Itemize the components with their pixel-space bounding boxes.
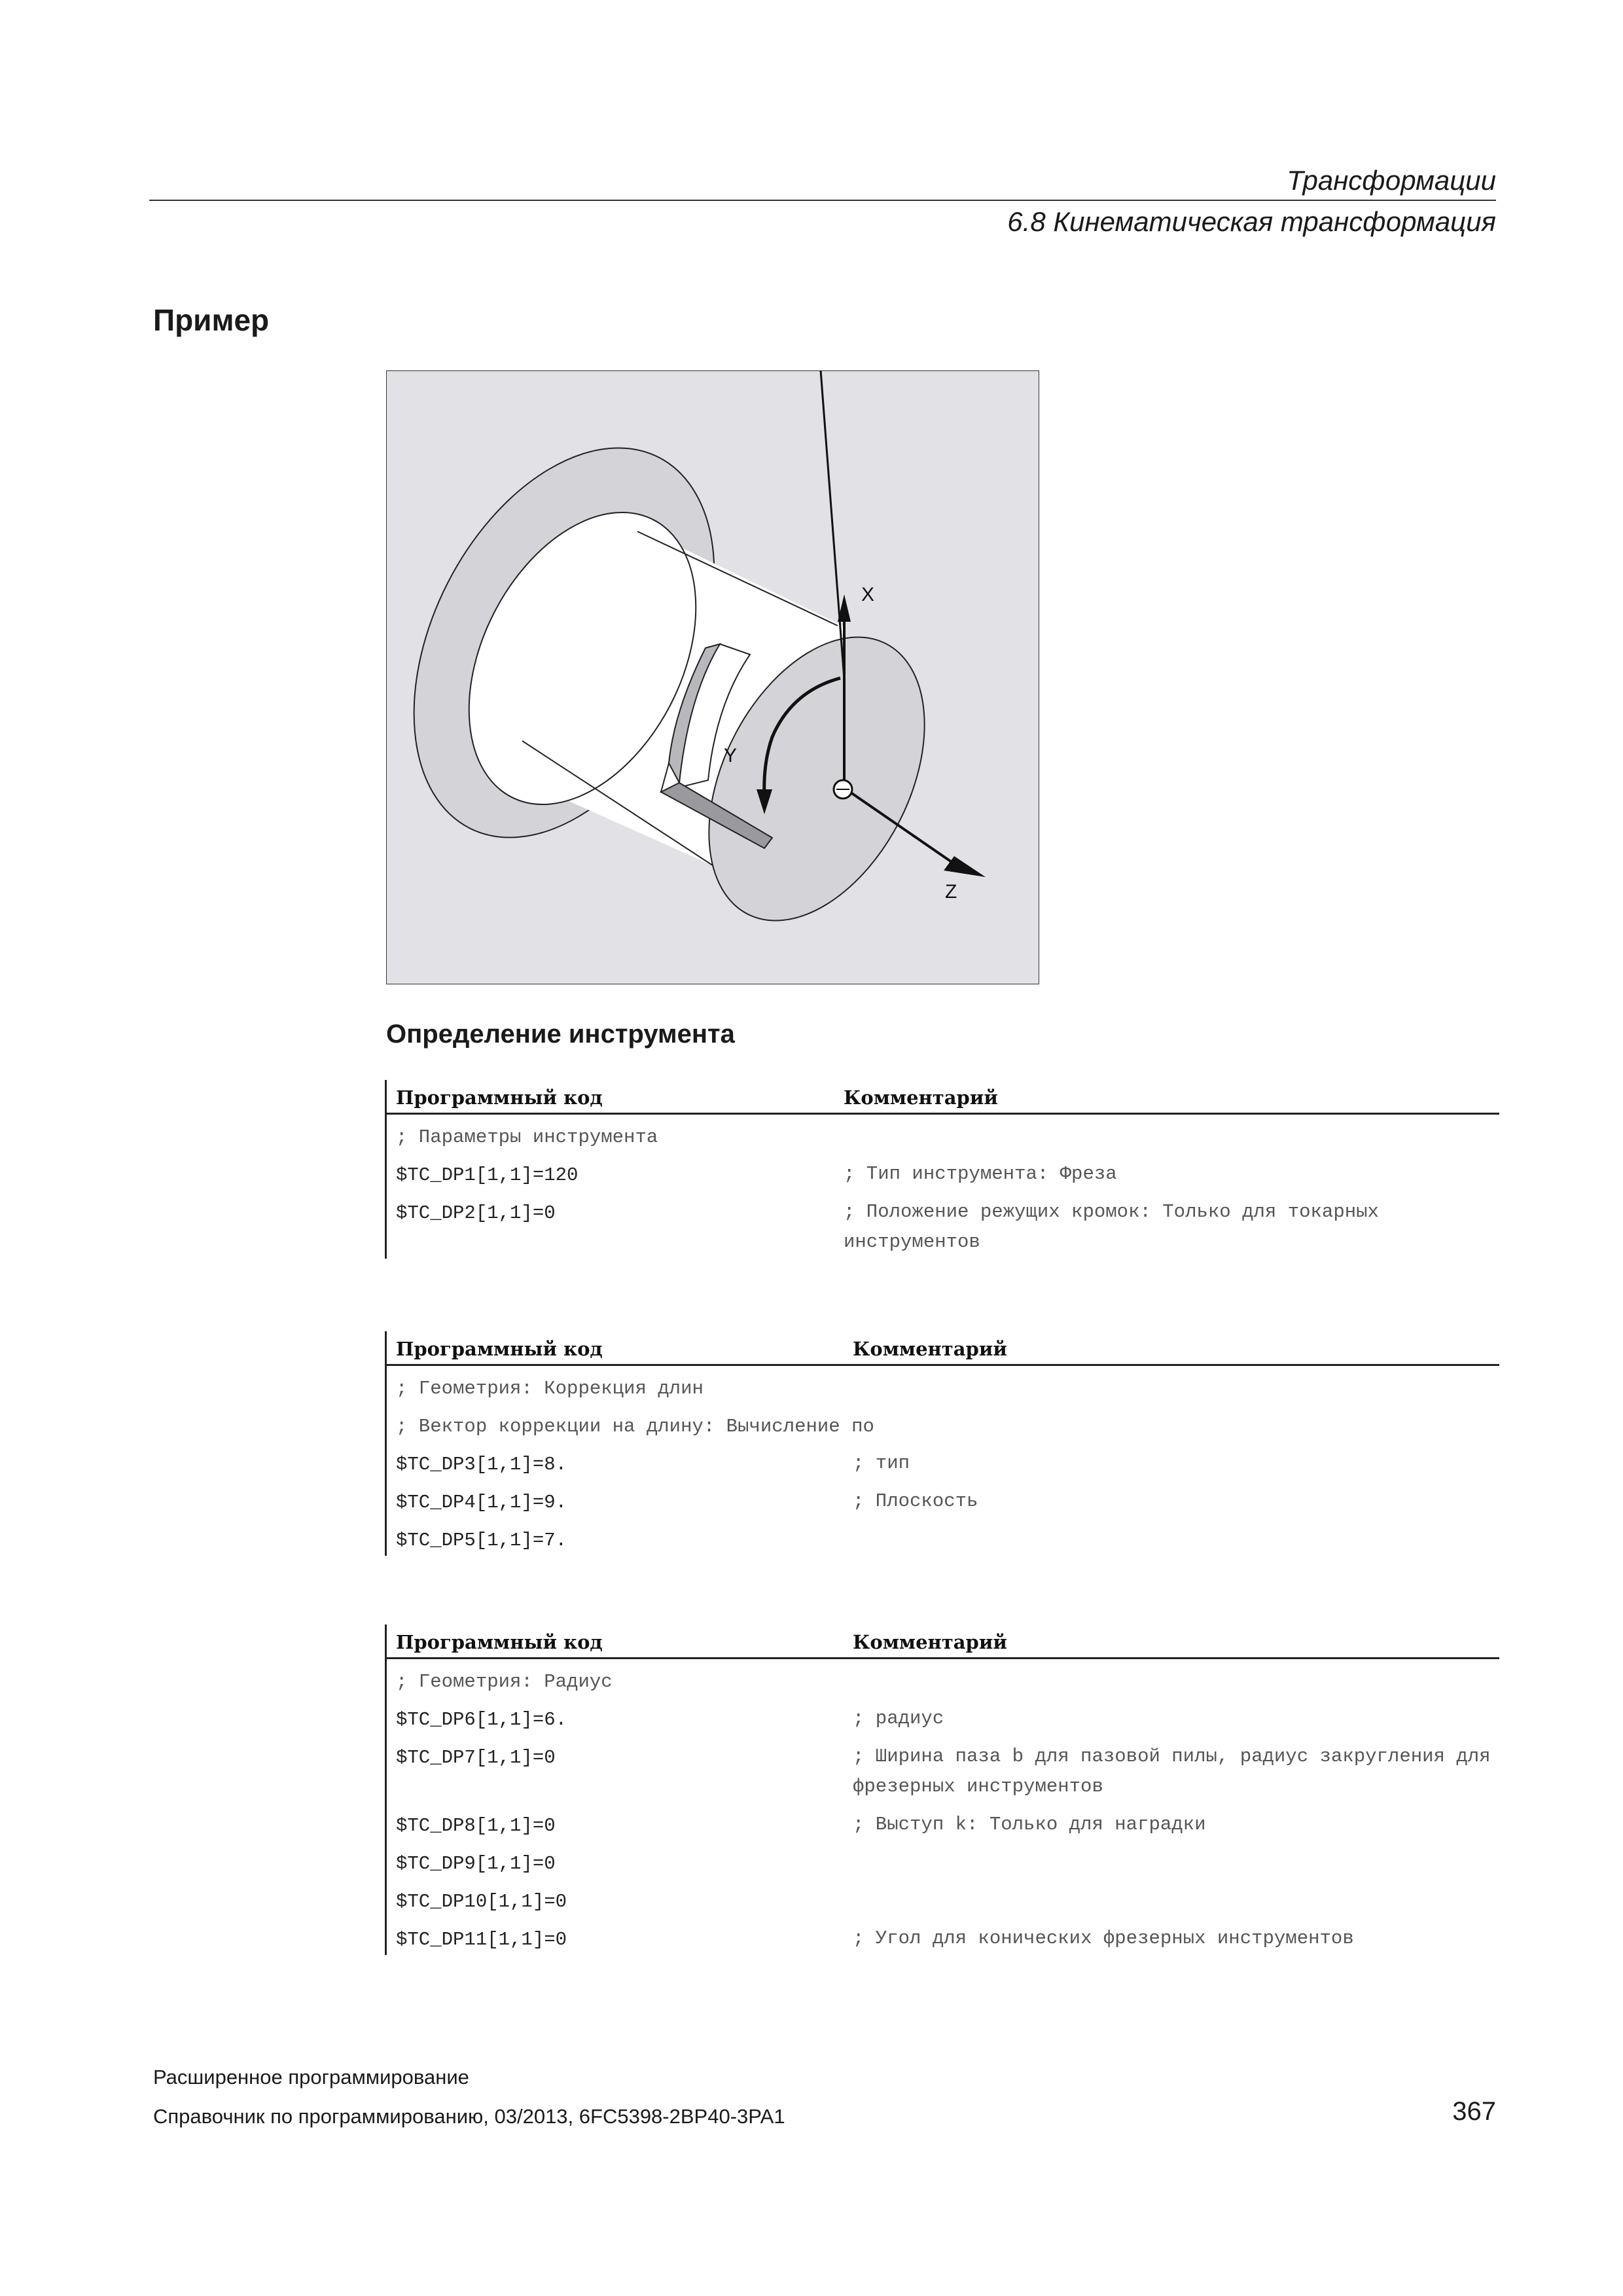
row-code: $TC_DP7[1,1]=0 — [396, 1747, 556, 1768]
code-table-radius-geometry — [385, 1624, 1499, 1955]
running-header-section: 6.8 Кинематическая трансформация — [1007, 206, 1496, 237]
row-comment: ; Ширина паза b для пазовой пилы, радиус закругления для фрезерных инструментов — [853, 1746, 1491, 1797]
row-comment: ; Выступ k: Только для наградки — [853, 1814, 1206, 1835]
cylinder-diagram — [386, 370, 1039, 984]
table-row — [387, 1191, 1499, 1259]
row-comment: ; Геометрия: Радиус — [396, 1671, 613, 1693]
table-header — [387, 1080, 1499, 1115]
row-comment: ; тип — [853, 1452, 910, 1474]
table-row — [387, 1153, 1499, 1191]
col-header-comment: Комментарий — [853, 1631, 1007, 1653]
col-header-comment: Комментарий — [844, 1086, 998, 1109]
code-table-length-geometry — [385, 1331, 1499, 1556]
table-row — [387, 1735, 1499, 1803]
row-comment: ; Положение режущих кромок: Только для токарных инструментов — [844, 1201, 1379, 1253]
table-row — [387, 1659, 1499, 1697]
row-comment: ; радиус — [853, 1708, 944, 1729]
row-comment: ; Плоскость — [853, 1490, 978, 1512]
table-row — [387, 1442, 1499, 1480]
row-comment: ; Угол для конических фрезерных инструментов — [853, 1928, 1354, 1949]
subsection-title: Определение инструмента — [386, 1020, 735, 1049]
row-code: $TC_DP10[1,1]=0 — [396, 1891, 567, 1912]
row-code: $TC_DP6[1,1]=6. — [396, 1709, 567, 1731]
table-row — [387, 1404, 1499, 1442]
row-comment: ; Вектор коррекции на длину: Вычисление по — [396, 1416, 874, 1437]
row-code: $TC_DP11[1,1]=0 — [396, 1929, 567, 1950]
table-row — [387, 1518, 1499, 1556]
col-header-code: Программный код — [396, 1631, 603, 1653]
col-header-code: Программный код — [396, 1338, 603, 1360]
row-code: $TC_DP3[1,1]=8. — [396, 1454, 567, 1475]
table-header — [387, 1331, 1499, 1366]
table-row — [387, 1803, 1499, 1841]
table-header — [387, 1624, 1499, 1659]
row-code: $TC_DP8[1,1]=0 — [396, 1815, 556, 1837]
row-code: $TC_DP1[1,1]=120 — [396, 1164, 579, 1186]
row-comment: ; Тип инструмента: Фреза — [844, 1163, 1117, 1185]
row-comment: ; Параметры инструмента — [396, 1126, 658, 1148]
y-axis-label: Y — [724, 745, 738, 766]
z-axis-label: Z — [945, 881, 957, 903]
table-row — [387, 1879, 1499, 1917]
row-code: $TC_DP4[1,1]=9. — [396, 1492, 567, 1513]
table-row — [387, 1366, 1499, 1404]
kinematic-figure — [386, 370, 1039, 984]
footer-manual-info: Справочник по программированию, 03/2013, 6FC5398-2BP40-3PA1 — [153, 2105, 785, 2128]
row-code: $TC_DP5[1,1]=7. — [396, 1530, 567, 1551]
table-row — [387, 1697, 1499, 1735]
running-header-chapter: Трансформации — [1287, 165, 1496, 196]
header-divider — [149, 200, 1496, 201]
x-axis-label: X — [861, 584, 875, 605]
page-number: 367 — [1452, 2097, 1496, 2126]
row-code: $TC_DP9[1,1]=0 — [396, 1853, 556, 1874]
table-row — [387, 1917, 1499, 1955]
row-code: $TC_DP2[1,1]=0 — [396, 1202, 556, 1224]
col-header-comment: Комментарий — [853, 1338, 1007, 1360]
code-table-tool-params — [385, 1080, 1499, 1259]
section-title: Пример — [153, 303, 270, 337]
table-row — [387, 1841, 1499, 1879]
col-header-code: Программный код — [396, 1086, 603, 1109]
row-comment: ; Геометрия: Коррекция длин — [396, 1378, 704, 1399]
table-row — [387, 1115, 1499, 1153]
footer-book-title: Расширенное программирование — [153, 2066, 469, 2089]
table-row — [387, 1480, 1499, 1518]
